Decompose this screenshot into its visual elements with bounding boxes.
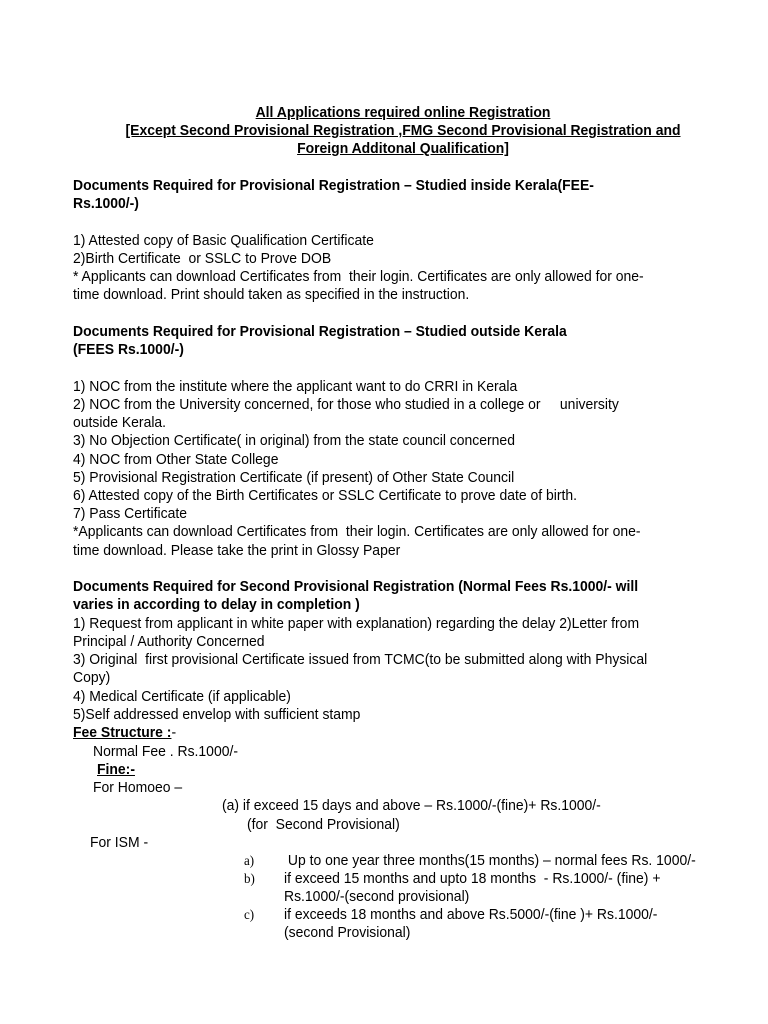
inside-kerala-item: * Applicants can download Certificates from their login. Certificates are only allowed for one- (73, 268, 644, 285)
ism-rule-marker: b) (244, 872, 255, 887)
inside-kerala-heading-line1: Documents Required for Provisional Registration – Studied inside Kerala(FEE- (73, 177, 594, 194)
ism-rule-line1: Up to one year three months(15 months) – normal fees Rs. 1000/- (284, 852, 696, 869)
second-provisional-item: Copy) (73, 669, 111, 686)
homoeo-label: For Homoeo – (93, 779, 183, 796)
ism-rule-line2: (second Provisional) (284, 924, 411, 941)
document-subtitle-line2: Foreign Additonal Qualification] (297, 140, 509, 157)
second-provisional-item: 3) Original first provisional Certificate issued from TCMC(to be submitted along with Physical (73, 651, 648, 668)
outside-kerala-item: time download. Please take the print in Glossy Paper (73, 542, 401, 559)
fee-structure-label-suffix: - (171, 724, 177, 741)
ism-rule-line2: Rs.1000/-(second provisional) (284, 888, 470, 905)
fine-label: Fine:- (97, 761, 135, 778)
inside-kerala-item: 1) Attested copy of Basic Qualification Certificate (73, 232, 374, 249)
second-provisional-item: Principal / Authority Concerned (73, 633, 265, 650)
outside-kerala-item: 5) Provisional Registration Certificate (if present) of Other State Council (73, 469, 515, 486)
outside-kerala-item: 6) Attested copy of the Birth Certificates or SSLC Certificate to prove date of birth. (73, 487, 578, 504)
second-provisional-heading-line1: Documents Required for Second Provisional Registration (Normal Fees Rs.1000/- will (73, 578, 639, 595)
outside-kerala-item: *Applicants can download Certificates from their login. Certificates are only allowed for one- (73, 523, 641, 540)
normal-fee: Normal Fee . Rs.1000/- (93, 743, 238, 760)
ism-rule-marker: a) (244, 854, 255, 869)
fee-structure-label-text: Fee Structure : (73, 724, 172, 741)
document-title: All Applications required online Registration (255, 104, 551, 121)
outside-kerala-item: 4) NOC from Other State College (73, 451, 279, 468)
outside-kerala-heading-line1: Documents Required for Provisional Registration – Studied outside Kerala (73, 323, 567, 340)
second-provisional-item: 4) Medical Certificate (if applicable) (73, 688, 291, 705)
homoeo-rule-line2: (for Second Provisional) (247, 816, 400, 833)
homoeo-rule-line1: (a) if exceed 15 days and above – Rs.1000/-(fine)+ Rs.1000/- (222, 797, 601, 814)
fee-structure-label (73, 724, 176, 742)
document-subtitle-line1: [Except Second Provisional Registration ,FMG Second Provisional Registration and (125, 122, 681, 139)
outside-kerala-heading-line2: (FEES Rs.1000/-) (73, 341, 184, 358)
ism-rule-line1: if exceeds 18 months and above Rs.5000/-(fine )+ Rs.1000/- (284, 906, 658, 923)
outside-kerala-item: 2) NOC from the University concerned, for those who studied in a college or university (73, 396, 619, 413)
inside-kerala-heading-line2: Rs.1000/-) (73, 195, 139, 212)
outside-kerala-item: 1) NOC from the institute where the applicant want to do CRRI in Kerala (73, 378, 518, 395)
ism-label: For ISM - (90, 834, 149, 851)
ism-rule-marker: c) (244, 908, 255, 923)
outside-kerala-item: outside Kerala. (73, 414, 167, 431)
inside-kerala-item: 2)Birth Certificate or SSLC to Prove DOB (73, 250, 332, 267)
inside-kerala-item: time download. Print should taken as specified in the instruction. (73, 286, 470, 303)
outside-kerala-item: 7) Pass Certificate (73, 505, 187, 522)
second-provisional-item: 1) Request from applicant in white paper with explanation) regarding the delay 2)Letter from (73, 615, 640, 632)
outside-kerala-item: 3) No Objection Certificate( in original) from the state council concerned (73, 432, 515, 449)
ism-rule-line1: if exceed 15 months and upto 18 months - Rs.1000/- (fine) + (284, 870, 661, 887)
second-provisional-item: 5)Self addressed envelop with sufficient stamp (73, 706, 361, 723)
second-provisional-heading-line2: varies in according to delay in completion ) (73, 596, 360, 613)
